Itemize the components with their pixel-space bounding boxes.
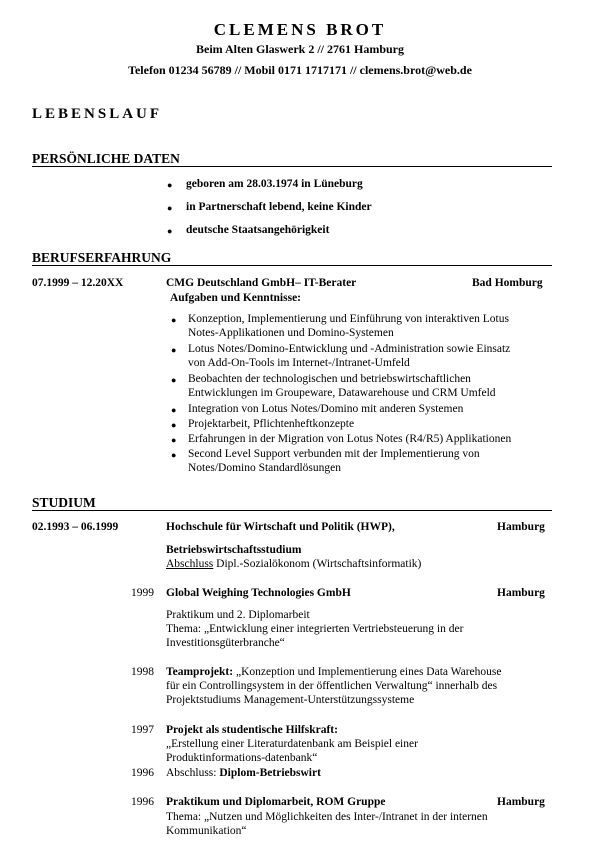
entry-line: Kommunikation“	[166, 825, 247, 837]
entry-location: Hamburg	[497, 587, 545, 599]
bullet-icon: ●	[171, 450, 177, 460]
entry-line: für ein Controllingsystem in der öffentlichen Verwaltung“ innerhalb des	[166, 680, 498, 692]
entry-title: Projekt als studentische Hilfskraft:	[166, 724, 338, 736]
experience-employer: CMG Deutschland GmbH– IT-Berater	[166, 277, 357, 289]
list-item: Erfahrungen in der Migration von Lotus Notes (R4/R5) Applikationen	[188, 433, 512, 445]
entry-line: Investitionsgüterbranche“	[166, 637, 285, 649]
entry-year: 1997	[131, 724, 154, 736]
section-heading-personal: PERSÖNLICHE DATEN	[32, 151, 180, 166]
entry-line	[166, 766, 321, 780]
bullet-icon: ●	[167, 203, 173, 213]
experience-subheading: Aufgaben und Kenntnisse:	[170, 292, 302, 304]
applicant-name: CLEMENS BROT	[213, 20, 387, 39]
entry-title: Teamprojekt:	[166, 666, 234, 678]
degree-value: Dipl.-Sozialökonom (Wirtschaftsinformatik)	[213, 558, 422, 570]
section-divider	[32, 166, 552, 167]
section-heading-experience: BERUFSERFAHRUNG	[32, 250, 172, 265]
entry-text: „Konzeption und Implementierung eines Data Warehouse	[233, 666, 502, 678]
entry-title: Praktikum und Diplomarbeit, ROM Gruppe	[166, 796, 386, 808]
entry-line: Projektstudiums Management-Unterstützungssysteme	[166, 694, 415, 706]
experience-location: Bad Homburg	[472, 277, 543, 289]
entry-line: Praktikum und 2. Diplomarbeit	[166, 609, 310, 621]
section-divider	[32, 510, 552, 511]
list-item: von Add-On-Tools im Internet-/Intranet-Umfeld	[188, 357, 410, 369]
bullet-icon: ●	[171, 405, 177, 415]
list-item: in Partnerschaft lebend, keine Kinder	[186, 201, 372, 213]
entry-line: Thema: „Entwicklung einer integrierten Vertriebsteuerung in der	[166, 623, 464, 635]
list-item: Integration von Lotus Notes/Domino mit anderen Systemen	[188, 403, 464, 415]
entry-year: 1999	[131, 587, 154, 599]
school-location: Hamburg	[497, 521, 545, 533]
experience-period: 07.1999 – 12.20XX	[32, 277, 124, 289]
study-program: Betriebswirtschaftsstudium	[166, 544, 302, 556]
section-heading-studies: STUDIUM	[32, 495, 96, 510]
list-item: Entwicklungen im Groupeware, Datawarehouse und CRM Umfeld	[188, 387, 496, 399]
entry-year: 1996	[131, 796, 154, 808]
bullet-icon: ●	[171, 435, 177, 445]
document-title: LEBENSLAUF	[32, 106, 163, 122]
section-divider	[32, 265, 552, 266]
entry-year: 1996	[131, 767, 154, 779]
bullet-icon: ●	[167, 226, 173, 236]
entry-value: Diplom-Betriebswirt	[219, 767, 321, 779]
bullet-icon: ●	[171, 345, 177, 355]
list-item: Lotus Notes/Domino-Entwicklung und -Administration sowie Einsatz	[188, 343, 511, 355]
entry-line: „Erstellung einer Literaturdatenbank am Beispiel einer	[166, 738, 418, 750]
degree-line	[166, 557, 421, 571]
entry-location: Hamburg	[497, 796, 545, 808]
list-item: Notes/Domino Standardlösungen	[188, 462, 341, 474]
list-item: Notes-Applikationen und Domino-Systemen	[188, 327, 394, 339]
list-item: geboren am 28.03.1974 in Lüneburg	[186, 178, 363, 190]
list-item: deutsche Staatsangehörigkeit	[186, 224, 330, 236]
bullet-icon: ●	[171, 315, 177, 325]
address-line: Beim Alten Glaswerk 2 // 2761 Hamburg	[196, 42, 404, 56]
list-item: Projektarbeit, Pflichtenheftkonzepte	[188, 418, 355, 430]
bullet-icon: ●	[171, 375, 177, 385]
bullet-icon: ●	[171, 420, 177, 430]
entry-label: Abschluss:	[166, 767, 220, 779]
degree-label: Abschluss	[166, 558, 214, 570]
list-item: Beobachten der technologischen und betriebswirtschaftlichen	[188, 373, 471, 385]
entry-title: Global Weighing Technologies GmbH	[166, 587, 351, 599]
studies-period: 02.1993 – 06.1999	[32, 521, 119, 533]
list-item: Second Level Support verbunden mit der Implementierung von	[188, 448, 480, 460]
entry-line	[166, 665, 501, 679]
list-item: Konzeption, Implementierung und Einführung von interaktiven Lotus	[188, 313, 509, 325]
entry-line: Produktinformations-datenbank“	[166, 752, 318, 764]
school-name: Hochschule für Wirtschaft und Politik (HWP),	[166, 521, 395, 533]
entry-line: Thema: „Nutzen und Möglichkeiten des Inter-/Intranet in der internen	[166, 811, 488, 823]
contact-line: Telefon 01234 56789 // Mobil 0171 1717171 // clemens.brot@web.de	[128, 63, 472, 77]
entry-year: 1998	[131, 666, 154, 678]
bullet-icon: ●	[167, 180, 173, 190]
